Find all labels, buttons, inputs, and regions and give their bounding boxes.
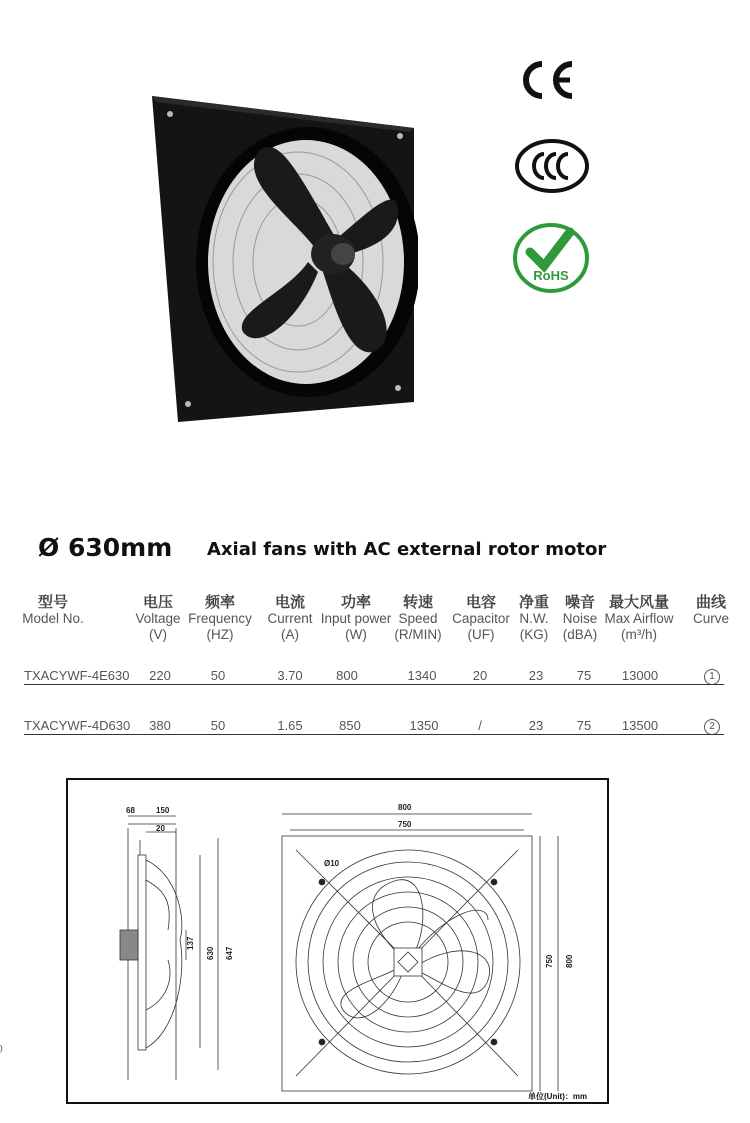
row1-power: 800 xyxy=(336,668,358,683)
fan-product-photo xyxy=(148,92,418,427)
row2-noise: 75 xyxy=(576,718,592,733)
row1-frequency: 50 xyxy=(210,668,226,683)
col-header-noise: 噪音 Noise (dBA) xyxy=(562,594,598,642)
dimension-drawing xyxy=(68,780,607,1102)
row2-current: 1.65 xyxy=(277,718,303,733)
row2-speed: 1350 xyxy=(409,718,439,733)
row2-airflow: 13500 xyxy=(621,718,659,733)
row1-model: TXACYWF-4E630 xyxy=(24,668,130,683)
row1-airflow: 13000 xyxy=(621,668,659,683)
row1-underline xyxy=(24,684,724,685)
col-header-current: 电流 Current (A) xyxy=(267,594,313,642)
dim-diameter-10: Ø10 xyxy=(324,859,340,868)
row1-voltage: 220 xyxy=(149,668,171,683)
dim-20: 20 xyxy=(156,824,165,833)
rohs-text: RoHS xyxy=(533,268,569,283)
ce-mark-icon xyxy=(516,58,576,102)
dim-137: 137 xyxy=(186,936,195,950)
row2-power: 850 xyxy=(339,718,361,733)
row1-noise: 75 xyxy=(576,668,592,683)
row1-current: 3.70 xyxy=(277,668,303,683)
row1-net-weight: 23 xyxy=(528,668,544,683)
rohs-mark-icon xyxy=(512,222,590,294)
col-header-max-airflow: 最大风量 Max Airflow (m³/h) xyxy=(604,594,674,642)
product-description-title: Axial fans with AC external rotor motor xyxy=(207,539,607,560)
dim-800-top: 800 xyxy=(398,803,412,812)
col-header-curve: 曲线 Curve xyxy=(692,594,729,626)
ccc-mark-icon xyxy=(514,138,590,194)
col-header-input-power: 功率 Input power (W) xyxy=(320,594,392,642)
dim-150: 150 xyxy=(156,806,170,815)
row2-curve: 2 xyxy=(704,717,720,735)
front-view xyxy=(282,814,558,1091)
col-header-speed: 转速 Speed (R/MIN) xyxy=(394,594,442,642)
row1-speed: 1340 xyxy=(407,668,437,683)
row2-voltage: 380 xyxy=(149,718,171,733)
row2-underline xyxy=(24,734,724,735)
dim-68: 68 xyxy=(126,806,135,815)
dim-800-side: 800 xyxy=(565,954,574,968)
row2-capacitor: / xyxy=(478,718,482,733)
dim-647: 647 xyxy=(225,946,234,960)
stray-mark: ) xyxy=(0,1044,3,1053)
row2-model: TXACYWF-4D630 xyxy=(24,718,131,733)
product-size-title: Ø 630mm xyxy=(38,533,173,562)
row2-frequency: 50 xyxy=(210,718,226,733)
unit-label: 单位(Unit)：mm xyxy=(528,1092,588,1101)
dim-750-side: 750 xyxy=(545,954,554,968)
dim-630: 630 xyxy=(206,946,215,960)
row2-net-weight: 23 xyxy=(528,718,544,733)
col-header-model: 型号 Model No. xyxy=(22,594,84,626)
row1-capacitor: 20 xyxy=(472,668,488,683)
side-view xyxy=(120,816,218,1080)
col-header-net-weight: 净重 N.W. (KG) xyxy=(518,594,549,642)
dim-750-top: 750 xyxy=(398,820,412,829)
row1-curve: 1 xyxy=(704,667,720,685)
col-header-voltage: 电压 Voltage (V) xyxy=(135,594,181,642)
technical-drawing-frame xyxy=(66,778,609,1104)
col-header-capacitor: 电容 Capacitor (UF) xyxy=(452,594,510,642)
col-header-frequency: 频率 Frequency (HZ) xyxy=(188,594,252,642)
